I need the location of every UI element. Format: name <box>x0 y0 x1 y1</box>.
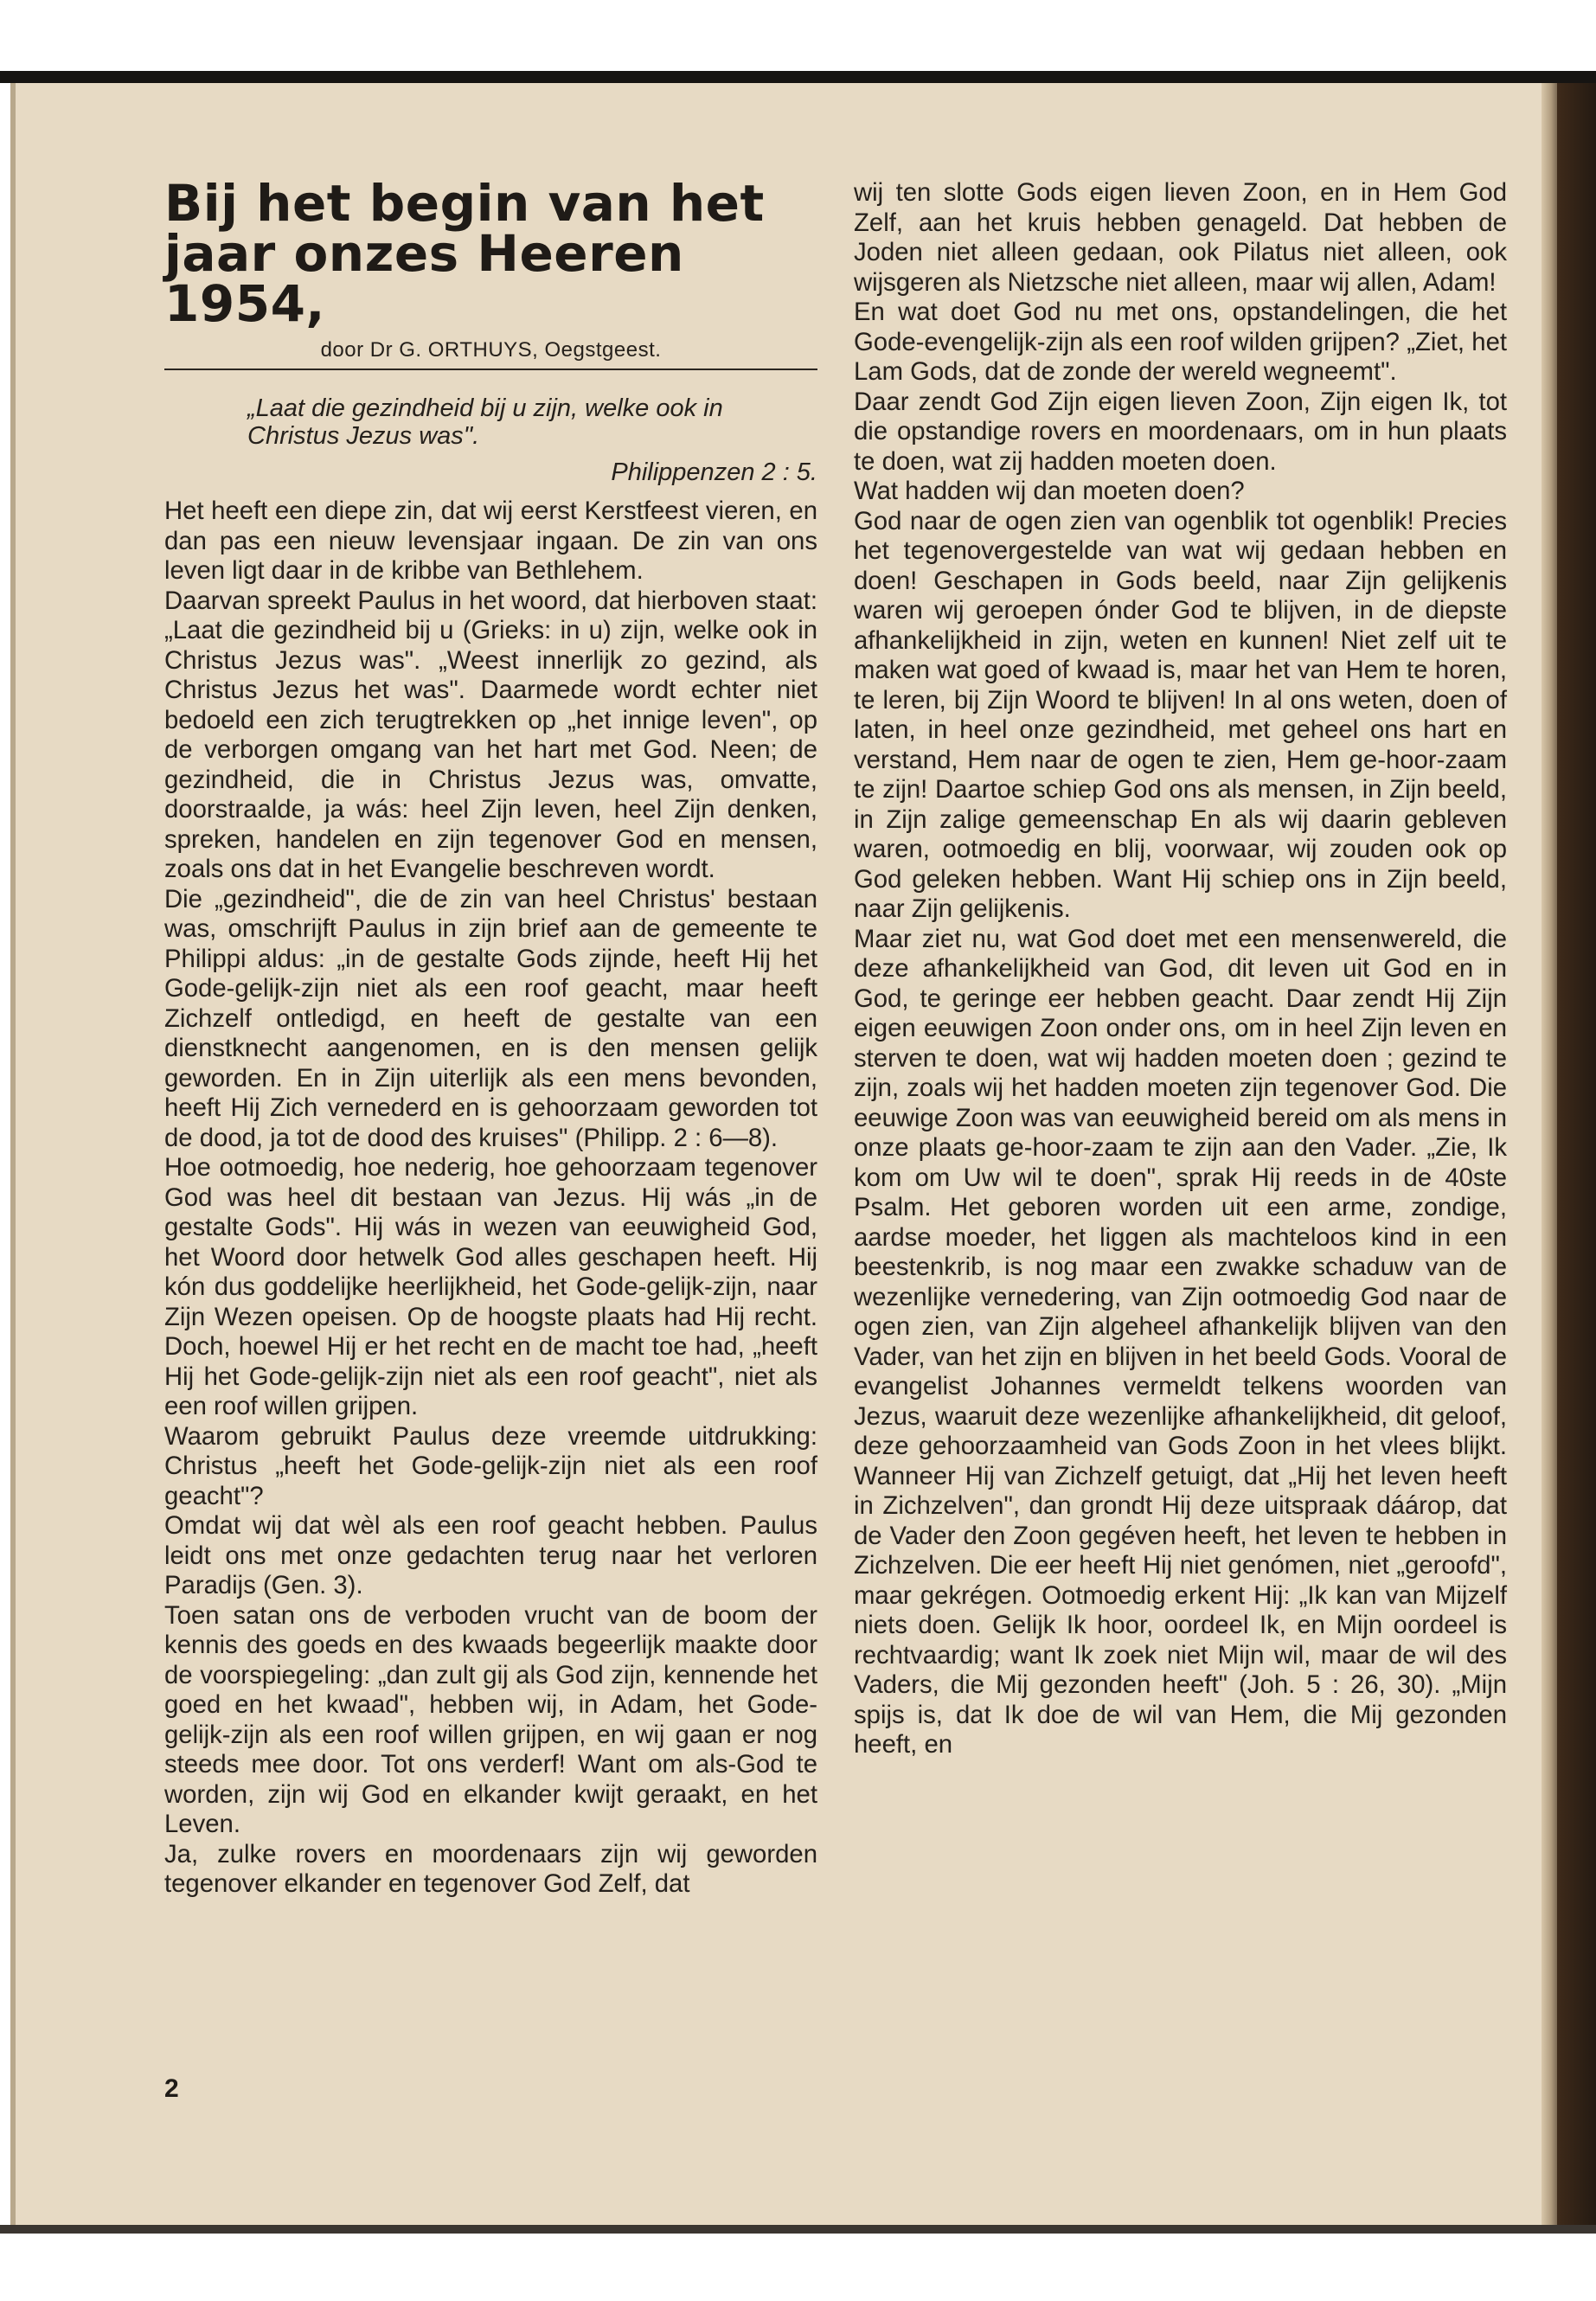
article-byline: door Dr G. ORTHUYS, Oegstgeest. <box>164 337 817 370</box>
page-number: 2 <box>164 2074 179 2103</box>
page-edge <box>1542 83 1557 2232</box>
right-column <box>854 178 1507 1760</box>
paragraph: Die „gezindheid", die de zin van heel Christus' bestaan was, omschrijft Paulus in zijn brief aan de gemeente te Philippi aldus: „in de gestalte Gods zijnde, heeft Hij het Gode-gelijk-zijn niet als een roof geacht, maar heeft Zichzelf ontledigd, en heeft de gestalte van een dienstknecht aangenomen, en is den mensen gelijk geworden. En in Zijn uiterlijk als een mens bevonden, heeft Hij Zich vernederd en is gehoorzaam geworden tot de dood, ja tot de dood des kruises" (Philipp. 2 : 6—8). <box>164 884 817 1152</box>
motto-quote: „Laat die gezindheid bij u zijn, welke ook in Christus Jezus was". <box>247 394 723 450</box>
motto-reference: Philippenzen 2 : 5. <box>611 458 817 486</box>
left-column <box>164 174 817 1900</box>
paragraph: Daarvan spreekt Paulus in het woord, dat hierboven staat: „Laat die gezindheid bij u (Grieks: in u) zijn, welke ook in Christus Jezus was". „Weest innerlijk zo gezind, als Christus Jezus het was". Daarmede wordt echter niet bedoeld een zich terugtrekken op „het innige leven", op de verborgen omgang van het hart met God. Neen; de gezindheid, die in Christus Jezus was, omvatte, doorstraalde, ja wás: heel Zijn leven, heel Zijn denken, spreken, handelen en zijn tegenover God en mensen, zoals ons dat in het Evangelie beschreven wordt. <box>164 586 817 883</box>
paragraph: Omdat wij dat wèl als een roof geacht hebben. Paulus leidt ons met onze gedachten terug naar het verloren Paradijs (Gen. 3). <box>164 1511 817 1599</box>
paragraph: God naar de ogen zien van ogenblik tot ogenblik! Precies het tegenovergestelde van wat wij gedaan hebben en doen! Geschapen in Gods beeld, naar Zijn gelijkenis waren wij geroepen ónder God te blijven, in de diepste afhankelijkheid in zijn, weten en kunnen! Niet zelf uit te maken wat goed of kwaad is, maar het van Hem te horen, te leren, bij Zijn Woord te blijven! In al ons weten, doen of laten, in heel onze gezindheid, met geheel ons hart en verstand, Hem naar de ogen te zien, Hem ge-hoor-zaam te zijn! Daartoe schiep God ons als mensen, in Zijn beeld, in Zijn zalige gemeenschap En als wij daarin gebleven waren, ootmoedig en blij, voorwaar, wij zouden ook op God geleken hebben. Want Hij schiep ons in Zijn beeld, naar Zijn gelijkenis. <box>854 506 1507 923</box>
scan-top-border <box>0 71 1596 83</box>
paragraph: Het heeft een diepe zin, dat wij eerst Kerstfeest vieren, en dan pas een nieuw levensjaar ingaan. De zin van ons leven ligt daar in de kribbe van Bethlehem. <box>164 497 817 585</box>
paragraph: Maar ziet nu, wat God doet met een mensenwereld, die deze afhankelijkheid van God, dit leven uit God en in God, te geringe eer hebben geacht. Daar zendt Hij Zijn eigen eeuwigen Zoon onder ons, om in heel Zijn leven en sterven te doen, wat wij hadden moeten doen ; gezind te zijn, zoals wij het hadden moeten zijn tegenover God. Die eeuwige Zoon was van eeuwigheid bereid om als mens in onze plaats ge-hoor-zaam te zijn aan den Vader. „Zie, Ik kom om Uw wil te doen", sprak Hij reeds in de 40ste Psalm. Het geboren worden uit een arme, zondige, aardse moeder, het liggen als machteloos kind in een beestenkrib, is nog maar een zwakke schaduw van de wezenlijke vernedering, van Zijn ootmoedig God naar de ogen zien, van Zijn algeheel afhankelijk blijven van den Vader, van het zijn en blijven in het beeld Gods. Vooral de evangelist Johannes vermeldt telkens woorden van Jezus, waaruit deze wezenlijke afhankelijkheid, dit geloof, deze gehoorzaamheid van Gods Zoon in het vlees blijkt. Wanneer Hij van Zichzelf getuigt, dat „Hij het leven heeft in Zichzelven", dan grondt Hij deze uitspraak dáárop, dat de Vader den Zoon gegéven heeft, het leven te hebben in Zichzelven. Die eer heeft Hij niet genómen, niet „geroofd", maar gekrégen. Ootmoedig erkent Hij: „Ik kan van Mijzelf niets doen. Gelijk Ik hoor, oordeel Ik, en Mijn oordeel is rechtvaardig; want Ik zoek niet Mijn wil, maar de wil des Vaders, die Mij gezonden heeft" (Joh. 5 : 26, 30). „Mijn spijs is, dat Ik doe de wil van Hem, die Mij gezonden heeft, en <box>854 924 1507 1759</box>
paragraph: wij ten slotte Gods eigen lieven Zoon, en in Hem God Zelf, aan het kruis hebben genageld. Dat hebben de Joden niet alleen gedaan, ook Pilatus niet alleen, ook wijsgeren als Nietzsche niet alleen, maar wij allen, Adam! <box>854 178 1507 297</box>
paragraph: Daar zendt God Zijn eigen lieven Zoon, Zijn eigen Ik, tot die opstandige rovers en moordenaars, om in hun plaats te doen, wat zij hadden moeten doen. <box>854 387 1507 476</box>
paragraph: Ja, zulke rovers en moordenaars zijn wij geworden tegenover elkander en tegenover God Zelf, dat <box>164 1839 817 1898</box>
scan-bottom-border <box>0 2225 1596 2234</box>
article-title: Bij het begin van het jaar onzes Heeren 1954, <box>164 174 765 333</box>
paragraph: Toen satan ons de verboden vrucht van de boom der kennis des goeds en des kwaads begeerlijk maakte door de voorspiegeling: „dan zult gij als God zijn, kennende het goed en het kwaad", hebben wij, in Adam, het Gode-gelijk-zijn als een roof willen grijpen, en wij gaan er nog steeds mee door. Tot ons verderf! Want om als-God te worden, zijn wij God en elkander kwijt geraakt, en het Leven. <box>164 1600 817 1838</box>
paragraph: Waarom gebruikt Paulus deze vreemde uitdrukking: Christus „heeft het Gode-gelijk-zijn niet als een roof geacht"? <box>164 1421 817 1510</box>
paragraph: Wat hadden wij dan moeten doen? <box>854 477 1245 505</box>
paragraph: En wat doet God nu met ons, opstandelingen, die het Gode-evengelijk-zijn als een roof wilden grijpen? „Ziet, het Lam Gods, dat de zonde der wereld wegneemt". <box>854 298 1507 386</box>
paragraph: Hoe ootmoedig, hoe nederig, hoe gehoorzaam tegenover God was heel dit bestaan van Jezus. Hij wás „in de gestalte Gods". Hij wás in wezen van eeuwigheid God, het Woord door hetwelk God alles geschapen heeft. Hij kón dus goddelijke heerlijkheid, het Gode-gelijk-zijn, naar Zijn Wezen opeisen. Op de hoogste plaats had Hij recht. Doch, hoewel Hij er het recht en de macht toe had, „heeft Hij het Gode-gelijk-zijn niet als een roof geacht", niet als een roof willen grijpen. <box>164 1153 817 1420</box>
book-spine <box>1557 83 1596 2232</box>
